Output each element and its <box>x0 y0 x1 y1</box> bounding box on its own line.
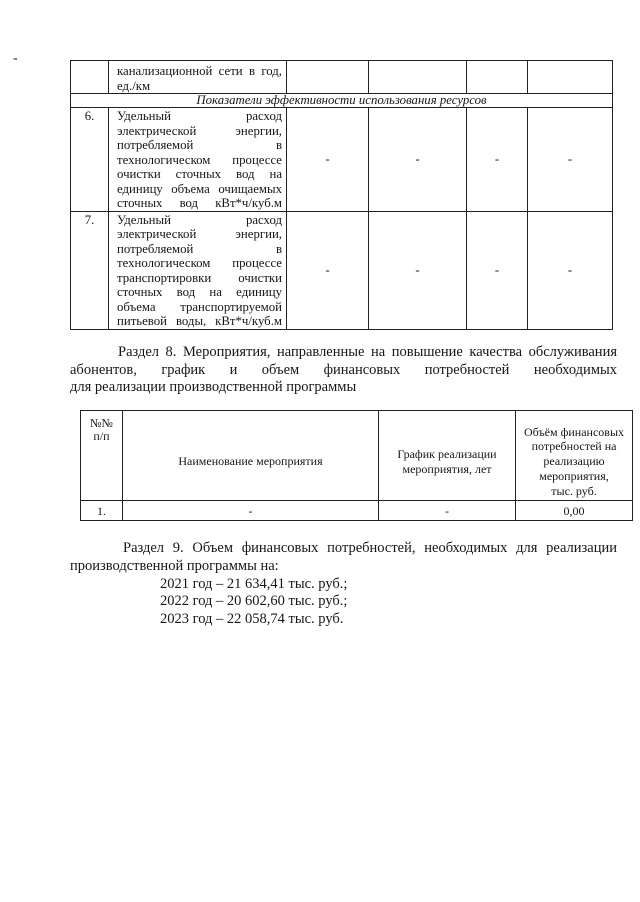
paragraph-line: Раздел 8. Мероприятия, направленные на повышение качества обслуживания <box>118 344 617 360</box>
table-row <box>71 108 613 212</box>
group-header-row <box>71 94 613 108</box>
value-cell <box>467 61 528 94</box>
description-line: электрической энергии, <box>117 123 282 138</box>
row-number: 7. <box>71 211 109 329</box>
value-cell <box>287 61 369 94</box>
amount-line-2023: 2023 год – 22 058,74 тыс. руб. <box>160 611 344 628</box>
row-number: 1. <box>81 501 123 521</box>
header-line: №№ <box>90 416 113 430</box>
row-number-cell <box>71 61 109 94</box>
header-line: мероприятия, лет <box>402 461 492 476</box>
description-line: Удельный расход <box>117 109 282 123</box>
table-header-row <box>81 411 633 501</box>
value-cell: - <box>467 211 528 329</box>
header-line: реализацию <box>543 454 605 469</box>
measures-table <box>80 410 633 521</box>
description-line: ед./км <box>117 78 151 93</box>
header-line: п/п <box>93 429 110 443</box>
table-row <box>81 501 633 521</box>
amount-line-2022: 2022 год – 20 602,60 тыс. руб.; <box>160 593 348 610</box>
measure-name-cell: - <box>123 501 379 521</box>
value-cell <box>369 61 467 94</box>
header-line: потребностей на <box>531 439 617 454</box>
description-line: электрической энергии, <box>117 227 282 241</box>
table-row <box>71 211 613 329</box>
paragraph-line: абонентов, график и объем финансовых потребностей необходимых <box>70 361 617 378</box>
header-number <box>81 411 123 501</box>
description-line: технологическом процессе <box>117 256 282 270</box>
description-line: канализационной сети в год, <box>117 64 282 78</box>
value-cell: - <box>369 108 467 212</box>
margin-mark: - <box>13 51 18 66</box>
schedule-cell: - <box>379 501 516 521</box>
header-schedule <box>379 411 516 501</box>
indicators-table <box>70 60 613 330</box>
value-cell: - <box>528 108 613 212</box>
table-row-continued <box>71 61 613 94</box>
value-cell: - <box>287 108 369 212</box>
section-8-paragraph <box>70 344 617 397</box>
description-line: объема транспортируемой <box>117 299 282 314</box>
value-cell: - <box>467 108 528 212</box>
value-cell: - <box>369 211 467 329</box>
description-line: транспортировки очистки <box>117 270 282 285</box>
description-line: потребляемой в <box>117 241 282 256</box>
group-header: Показатели эффективности использования ресурсов <box>71 94 613 108</box>
description-line: сточных вод кВт*ч/куб.м <box>117 196 282 210</box>
funding-cell: 0,00 <box>516 501 633 521</box>
paragraph-line: Раздел 9. Объем финансовых потребностей, необходимых для реализации <box>123 540 617 556</box>
value-cell: - <box>528 211 613 329</box>
description-line: питьевой воды, кВт*ч/куб.м <box>117 314 282 328</box>
header-name: Наименование мероприятия <box>123 411 379 501</box>
paragraph-line: производственной программы на: <box>70 557 279 574</box>
value-cell: - <box>287 211 369 329</box>
amount-line-2021: 2021 год – 21 634,41 тыс. руб.; <box>160 575 348 592</box>
row-number: 6. <box>71 108 109 212</box>
header-line: График реализации <box>397 446 497 461</box>
header-line: Объём финансовых <box>523 424 625 439</box>
description-cell <box>109 108 287 212</box>
value-cell <box>528 61 613 94</box>
description-line: сточных вод на единицу <box>117 285 282 299</box>
description-cell <box>109 211 287 329</box>
description-line: технологическом процессе <box>117 152 282 167</box>
description-line: потребляемой в <box>117 138 282 152</box>
description-line: Удельный расход <box>117 212 282 227</box>
header-line: тыс. руб. <box>551 483 597 498</box>
paragraph-line: для реализации производственной программы <box>70 379 357 395</box>
section-9-paragraph <box>70 540 617 629</box>
header-line: мероприятия, <box>539 468 609 483</box>
description-line: очистки сточных вод на <box>117 167 282 181</box>
description-cell <box>109 61 287 94</box>
header-funding <box>516 411 633 501</box>
description-line: единицу объема очищаемых <box>117 181 282 196</box>
